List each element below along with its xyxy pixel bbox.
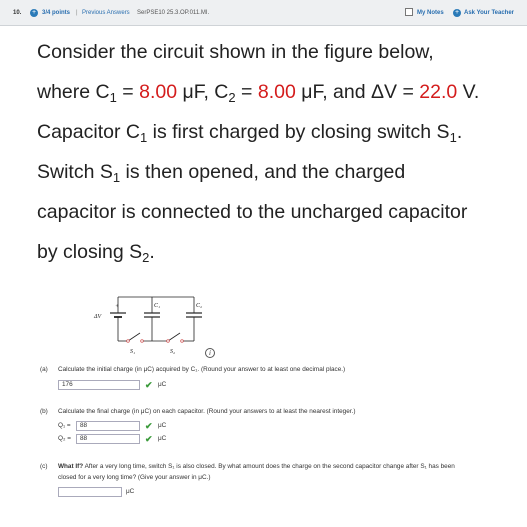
s1-label: S₁ bbox=[130, 349, 136, 355]
problem-code: SerPSE10 25.3.OP.011.MI. bbox=[137, 10, 210, 16]
question-number: 10. bbox=[13, 10, 22, 16]
part-c-unit: μC bbox=[126, 488, 135, 495]
part-c-text-2: closed for a very long time? (Give your answer in μC.) bbox=[58, 474, 211, 481]
part-a-answer-field[interactable]: 176 bbox=[58, 380, 140, 390]
question-header bbox=[0, 0, 527, 26]
problem-line: capacitor is connected to the uncharged capacitor bbox=[37, 201, 468, 223]
problem-line: where $C_1 = 8.00$ μF, $C_2 = 8.00$ μF, and ΔV = 22.0 V. bbox=[37, 81, 480, 105]
my-notes-checkbox[interactable] bbox=[405, 8, 413, 16]
part-c-label: (c) bbox=[40, 463, 48, 470]
part-c-text: What If? After a very long time, switch S₁ is also closed. By what amount does the charge on the second capacitor change after S₁ has been bbox=[58, 463, 455, 470]
dv-label: ΔV bbox=[94, 314, 102, 320]
plus-circle-icon[interactable]: + bbox=[454, 9, 460, 16]
what-if-label: What If? bbox=[58, 463, 84, 470]
problem-statement bbox=[37, 32, 517, 272]
q1-unit: μC bbox=[158, 422, 167, 429]
ask-teacher-link[interactable]: Ask Your Teacher bbox=[464, 10, 515, 16]
q2-unit: μC bbox=[158, 435, 167, 442]
check-icon: ✔ bbox=[145, 380, 153, 390]
q2-label: Q₂ = bbox=[58, 435, 71, 442]
problem-line: Consider the circuit shown in the figure below, bbox=[37, 41, 434, 63]
previous-answers-link[interactable]: Previous Answers bbox=[82, 10, 130, 16]
part-c-answer-field[interactable] bbox=[58, 487, 122, 497]
q1-answer-field[interactable]: 88 bbox=[76, 421, 140, 431]
part-b-label: (b) bbox=[40, 408, 48, 415]
part-a-unit: μC bbox=[158, 381, 167, 388]
c1-label: C₁ bbox=[154, 303, 161, 309]
part-b-text: Calculate the final charge (in μC) on each capacitor. (Round your answers to at least the nearest integer.) bbox=[58, 408, 356, 415]
q2-answer-field[interactable]: 88 bbox=[76, 434, 140, 444]
circuit-figure bbox=[88, 283, 218, 363]
c1-value: 8.00 bbox=[139, 81, 178, 103]
battery-plus-label: + bbox=[115, 304, 120, 310]
separator: | bbox=[76, 10, 78, 16]
check-icon: ✔ bbox=[145, 434, 153, 444]
problem-line: Capacitor $C_1$ is first charged by closing switch $S_1$. bbox=[37, 121, 463, 145]
part-a-text: Calculate the initial charge (in μC) acquired by C₁. (Round your answer to at least one decimal place.) bbox=[58, 366, 346, 373]
switch-s2-blade bbox=[168, 333, 180, 341]
info-icon[interactable]: i bbox=[205, 348, 215, 358]
problem-line: by closing $S_2$. bbox=[37, 241, 155, 265]
s2-label: S₂ bbox=[170, 349, 176, 355]
check-icon: ✔ bbox=[145, 421, 153, 431]
my-notes-link[interactable]: My Notes bbox=[417, 10, 444, 16]
problem-line: Switch $S_1$ is then opened, and the charged bbox=[37, 161, 406, 185]
points-label: 3/4 points bbox=[42, 10, 71, 16]
dv-value: 22.0 bbox=[419, 81, 458, 103]
part-a-label: (a) bbox=[40, 366, 48, 373]
c2-value: 8.00 bbox=[257, 81, 296, 103]
q1-label: Q₁ = bbox=[58, 422, 71, 429]
c2-label: C₂ bbox=[196, 303, 203, 309]
plus-circle-icon[interactable]: + bbox=[31, 9, 37, 16]
switch-s1-blade bbox=[128, 333, 140, 341]
